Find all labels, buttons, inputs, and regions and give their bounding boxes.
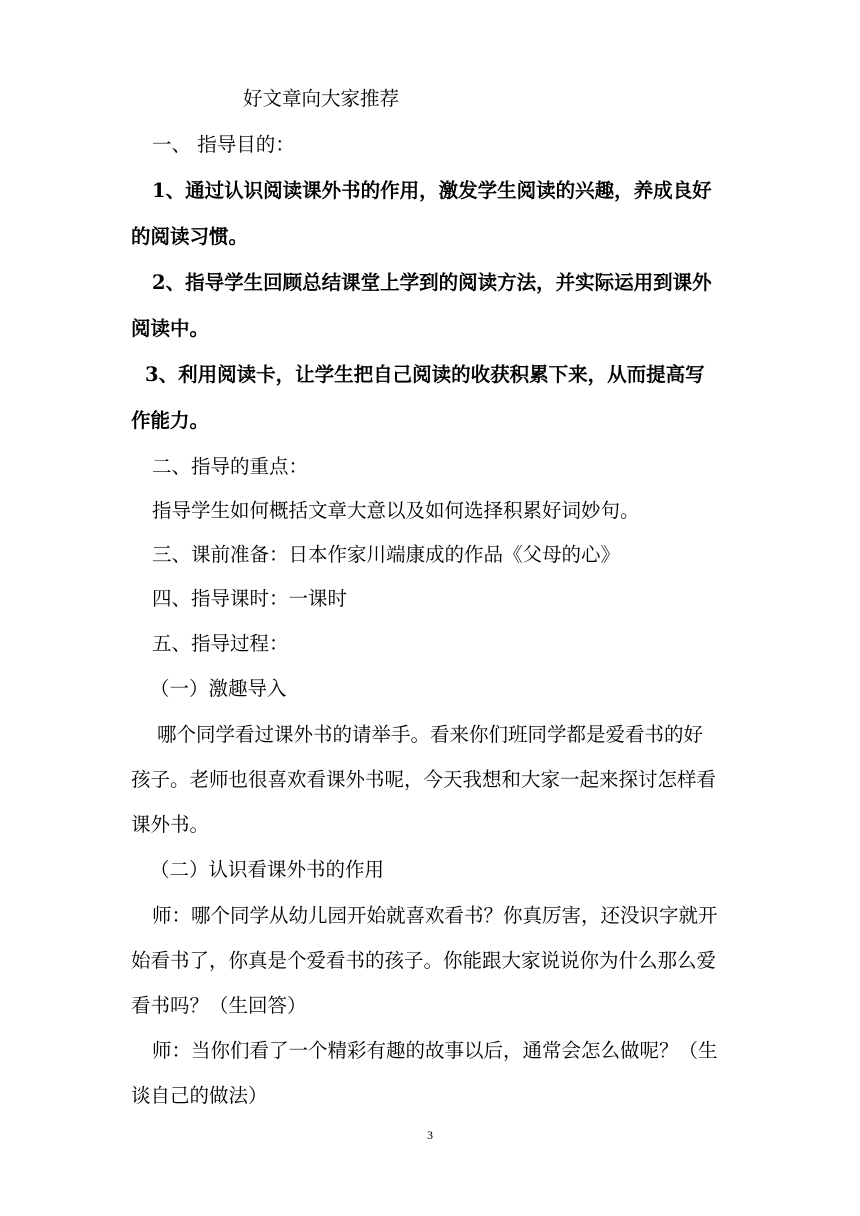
heading-2: 二、指导的重点： <box>152 455 309 478</box>
page-number: 3 <box>427 1128 433 1142</box>
subheading-1: （一）激趣导入 <box>150 677 287 700</box>
paragraph-line: 课外书。 <box>131 813 210 836</box>
subheading-2: （二）认识看课外书的作用 <box>150 858 385 881</box>
paragraph-line: 2、指导学生回顾总结课堂上学到的阅读方法，并实际运用到课外 <box>152 271 712 294</box>
paragraph-line: 3、利用阅读卡，让学生把自己阅读的收获积累下来，从而提高写 <box>145 363 705 386</box>
heading-4: 四、指导课时：一课时 <box>152 587 348 610</box>
heading-5: 五、指导过程： <box>152 632 289 655</box>
paragraph-line: 始看书了，你真是个爱看书的孩子。你能跟大家说说你为什么那么爱 <box>131 949 717 972</box>
paragraph-line: 作能力。 <box>131 409 210 432</box>
heading-3: 三、课前准备：日本作家川端康成的作品《父母的心》 <box>152 543 621 566</box>
paragraph-line: 的阅读习惯。 <box>131 225 249 248</box>
paragraph-line: 师：哪个同学从幼儿园开始就喜欢看书？你真厉害，还没识字就开 <box>152 904 718 927</box>
heading-1: 一、 指导目的： <box>152 133 295 156</box>
paragraph-line: 孩子。老师也很喜欢看课外书呢，今天我想和大家一起来探讨怎样看 <box>131 768 717 791</box>
document-title: 好文章向大家推荐 <box>243 87 400 110</box>
paragraph-line: 看书吗？（生回答） <box>131 994 307 1017</box>
paragraph-line: 1、通过认识阅读课外书的作用，激发学生阅读的兴趣，养成良好 <box>152 179 712 202</box>
paragraph-line: 哪个同学看过课外书的请举手。看来你们班同学都是爱看书的好 <box>157 723 704 746</box>
paragraph-line: 谈自己的做法） <box>131 1084 268 1107</box>
paragraph-line: 阅读中。 <box>131 317 210 340</box>
paragraph-line: 指导学生如何概括文章大意以及如何选择积累好词妙句。 <box>152 499 640 522</box>
paragraph-line: 师：当你们看了一个精彩有趣的故事以后，通常会怎么做呢？（生 <box>152 1039 718 1062</box>
